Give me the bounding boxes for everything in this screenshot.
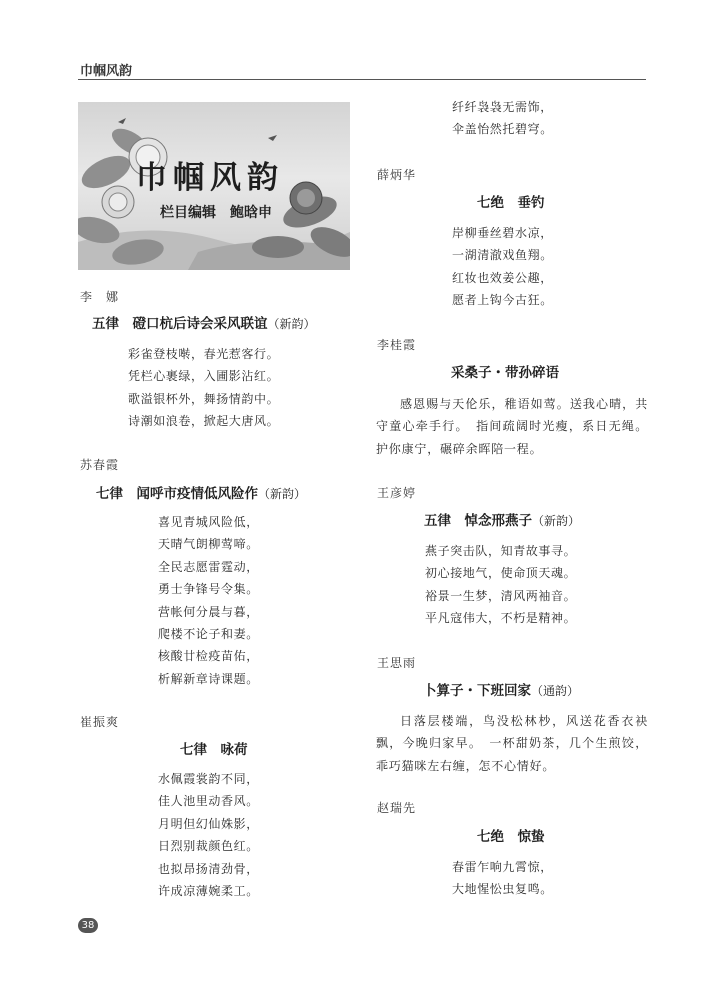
column-banner: [78, 102, 350, 270]
verse-line: 月明但幻仙姝影，: [158, 816, 259, 831]
poem-author: 王思雨: [377, 656, 417, 670]
poem-verse: [425, 540, 576, 630]
poem-verse: [452, 856, 553, 901]
verse-line: 岸柳垂丝碧水凉，: [452, 226, 553, 240]
header-rule: [78, 79, 646, 80]
poem-title: 采桑子・带孙碎语: [451, 365, 559, 381]
banner-title: 巾帼风韵: [136, 160, 284, 196]
verse-line: 初心接地气，使命顶天魂。: [425, 566, 577, 581]
verse-line: 一湖清澈戏鱼翔。: [452, 248, 553, 263]
poem-author: 赵瑞先: [377, 801, 417, 815]
verse-line: 全民志愿雷霆动，: [158, 559, 259, 574]
verse-line: 凭栏心裹绿，入圃影沾红。: [128, 369, 280, 384]
ci-text: 日落层楼端，鸟没松林杪，风送花香衣袂飘，今晚归家早。 一杯甜奶茶，几个生煎饺，乖巧猫咪左右缠，怎不心情好。: [376, 714, 648, 773]
verse-line: 爬楼不论子和妻。: [158, 626, 259, 641]
poem-verse: [128, 343, 279, 433]
verse-line: 佳人池里动香风。: [158, 794, 259, 809]
poem-author: 李 娜: [80, 290, 120, 304]
verse-line: 勇士争锋号令集。: [158, 582, 259, 597]
editor-label: 栏目编辑: [160, 205, 216, 221]
poem-title: 七绝 惊蛰: [477, 829, 545, 845]
verse-line: 日烈别裁颜色红。: [158, 839, 259, 854]
verse-line: 燕子突击队，知青故事寻。: [425, 544, 577, 558]
verse-line: 也拟昂扬清劲骨，: [158, 861, 259, 876]
poem-title: 五律 磴口杭后诗会采风联谊（新韵）: [92, 316, 316, 332]
poem-author: 王彦婷: [377, 486, 417, 500]
poem-verse: [452, 222, 553, 312]
poem-prose: [376, 710, 648, 777]
poem-title: 七绝 垂钓: [477, 195, 545, 211]
verse-line: 大地惺忪虫复鸣。: [452, 882, 553, 897]
ci-text: 感恩赐与天伦乐，稚语如莺。送我心晴，共守童心牵手行。 指间疏阔时光瘦，系日无绳。护你康宁，碾碎余晖陪一程。: [376, 397, 648, 456]
verse-line: 伞盖怡然托碧穹。: [452, 122, 553, 137]
verse-line: 彩雀登枝啭，春光惹客行。: [128, 347, 280, 361]
poem-prose: [376, 393, 648, 460]
verse-line: 许成凉薄婉柔工。: [158, 883, 259, 898]
page-number: 38: [78, 918, 98, 933]
verse-line: 营帐何分晨与暮，: [158, 604, 259, 619]
poem-author: 薛炳华: [377, 168, 417, 182]
verse-line: 纤纤袅袅无需饰，: [452, 100, 553, 114]
poem-author: 苏春霞: [80, 458, 120, 472]
verse-line: 平凡寇伟大，不朽是精神。: [425, 611, 577, 626]
editor-name: 鲍晗申: [230, 205, 272, 221]
verse-line: 析解新章诗课题。: [158, 671, 259, 686]
verse-line: 水佩霞裳韵不同，: [158, 772, 259, 786]
poem-title: 五律 悼念邢燕子（新韵）: [424, 513, 581, 529]
verse-line: 红妆也效姜公趣，: [452, 270, 553, 285]
poem-title: 七律 咏荷: [180, 742, 248, 758]
verse-line: 愿者上钩今古狂。: [452, 293, 553, 308]
verse-line: 喜见青城风险低，: [158, 515, 259, 529]
poem-title: 卜算子・下班回家（通韵）: [423, 683, 580, 699]
verse-line: 核酸廿检疫苗佑，: [158, 649, 259, 664]
verse-line: 诗潮如浪卷，掀起大唐风。: [128, 414, 280, 429]
poem-verse-continued: [452, 96, 553, 141]
poem-author: 崔振爽: [80, 715, 120, 729]
poem-author: 李桂霞: [377, 338, 417, 352]
verse-line: 歌溢银杯外，舞扬情韵中。: [128, 391, 280, 406]
section-title: 巾帼风韵: [80, 64, 133, 79]
verse-line: 裕景一生梦，清风两袖音。: [425, 588, 577, 603]
banner-editor: [160, 202, 272, 222]
verse-line: 春雷乍响九霄惊，: [452, 860, 553, 874]
poem-verse: [158, 768, 259, 902]
poem-title: 七律 闻呼市疫情低风险作（新韵）: [96, 486, 307, 502]
poem-verse: [158, 511, 259, 690]
verse-line: 天晴气朗柳莺啼。: [158, 537, 259, 552]
